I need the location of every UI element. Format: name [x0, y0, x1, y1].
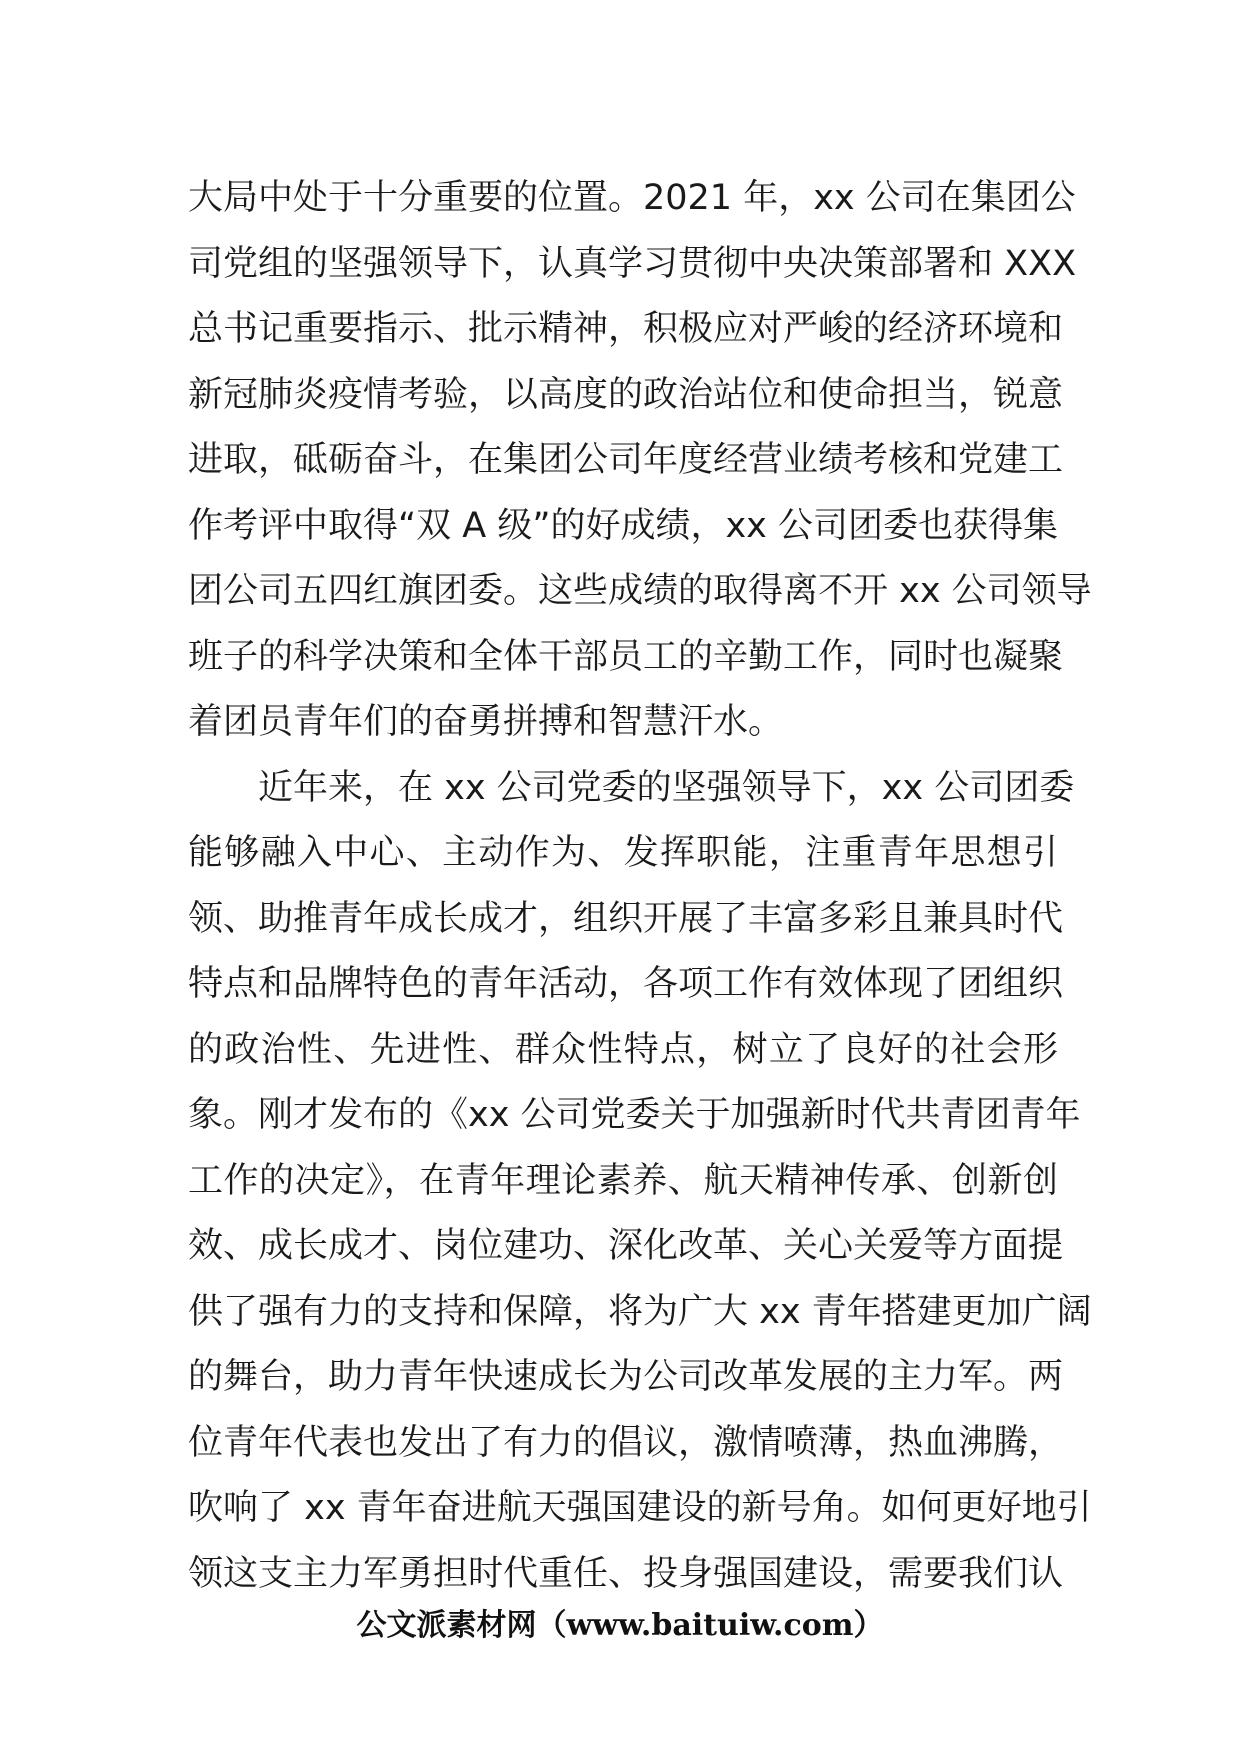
text-line: 吹响了 xx 青年奋进航天强国建设的新号角。如何更好地引	[188, 1488, 1092, 1528]
text-line: 象。刚才发布的《xx 公司党委关于加强新时代共青团青年	[188, 1095, 1081, 1135]
paragraph-1	[188, 166, 1092, 756]
text-line: 新冠肺炎疫情考验，以高度的政治站位和使命担当，锐意	[188, 374, 1064, 415]
text-line: 作考评中取得“双 A 级”的好成绩，xx 公司团委也获得集	[188, 505, 1059, 546]
text-line: 近年来，在 xx 公司党委的坚强领导下，xx 公司团委	[258, 767, 1075, 808]
text-line: 大局中处于十分重要的位置。2021 年，xx 公司在集团公	[188, 178, 1076, 218]
text-line: 的政治性、先进性、群众性特点，树立了良好的社会形	[188, 1029, 1058, 1070]
text-line: 领、助推青年成长成才，组织开展了丰富多彩且兼具时代	[188, 898, 1064, 939]
text-line: 总书记重要指示、批示精神，积极应对严峻的经济环境和	[188, 309, 1064, 349]
text-line: 进取，砥砺奋斗，在集团公司年度经营业绩考核和党建工	[188, 440, 1064, 480]
text-line: 团公司五四红旗团委。这些成绩的取得离不开 xx 公司领导	[188, 571, 1092, 611]
text-line: 能够融入中心、主动作为、发挥职能，注重青年思想引	[188, 833, 1058, 873]
text-line: 供了强有力的支持和保障，将为广大 xx 青年搭建更加广阔	[188, 1291, 1092, 1332]
text-line: 领这支主力军勇担时代重任、投身强国建设，需要我们认	[188, 1553, 1064, 1594]
text-line: 的舞台，助力青年快速成长为公司改革发展的主力军。两	[188, 1357, 1064, 1397]
text-line: 着团员青年们的奋勇拼搏和智慧汗水。	[188, 702, 784, 742]
footer-site-watermark: 公文派素材网（www.baituiw.com）	[356, 1608, 884, 1643]
text-line: 特点和品牌特色的青年活动，各项工作有效体现了团组织	[188, 964, 1064, 1004]
paragraph-2	[188, 756, 1092, 1608]
document-body	[188, 166, 1092, 1607]
text-line: 班子的科学决策和全体干部员工的辛勤工作，同时也凝聚	[188, 636, 1064, 677]
text-line: 效、成长成才、岗位建功、深化改革、关心关爱等方面提	[188, 1226, 1064, 1266]
text-line: 位青年代表也发出了有力的倡议，激情喷薄，热血沸腾，	[188, 1422, 1064, 1463]
text-line: 司党组的坚强领导下，认真学习贯彻中央决策部署和 XXX	[188, 243, 1077, 284]
text-line: 工作的决定》，在青年理论素养、航天精神传承、创新创	[188, 1160, 1058, 1201]
